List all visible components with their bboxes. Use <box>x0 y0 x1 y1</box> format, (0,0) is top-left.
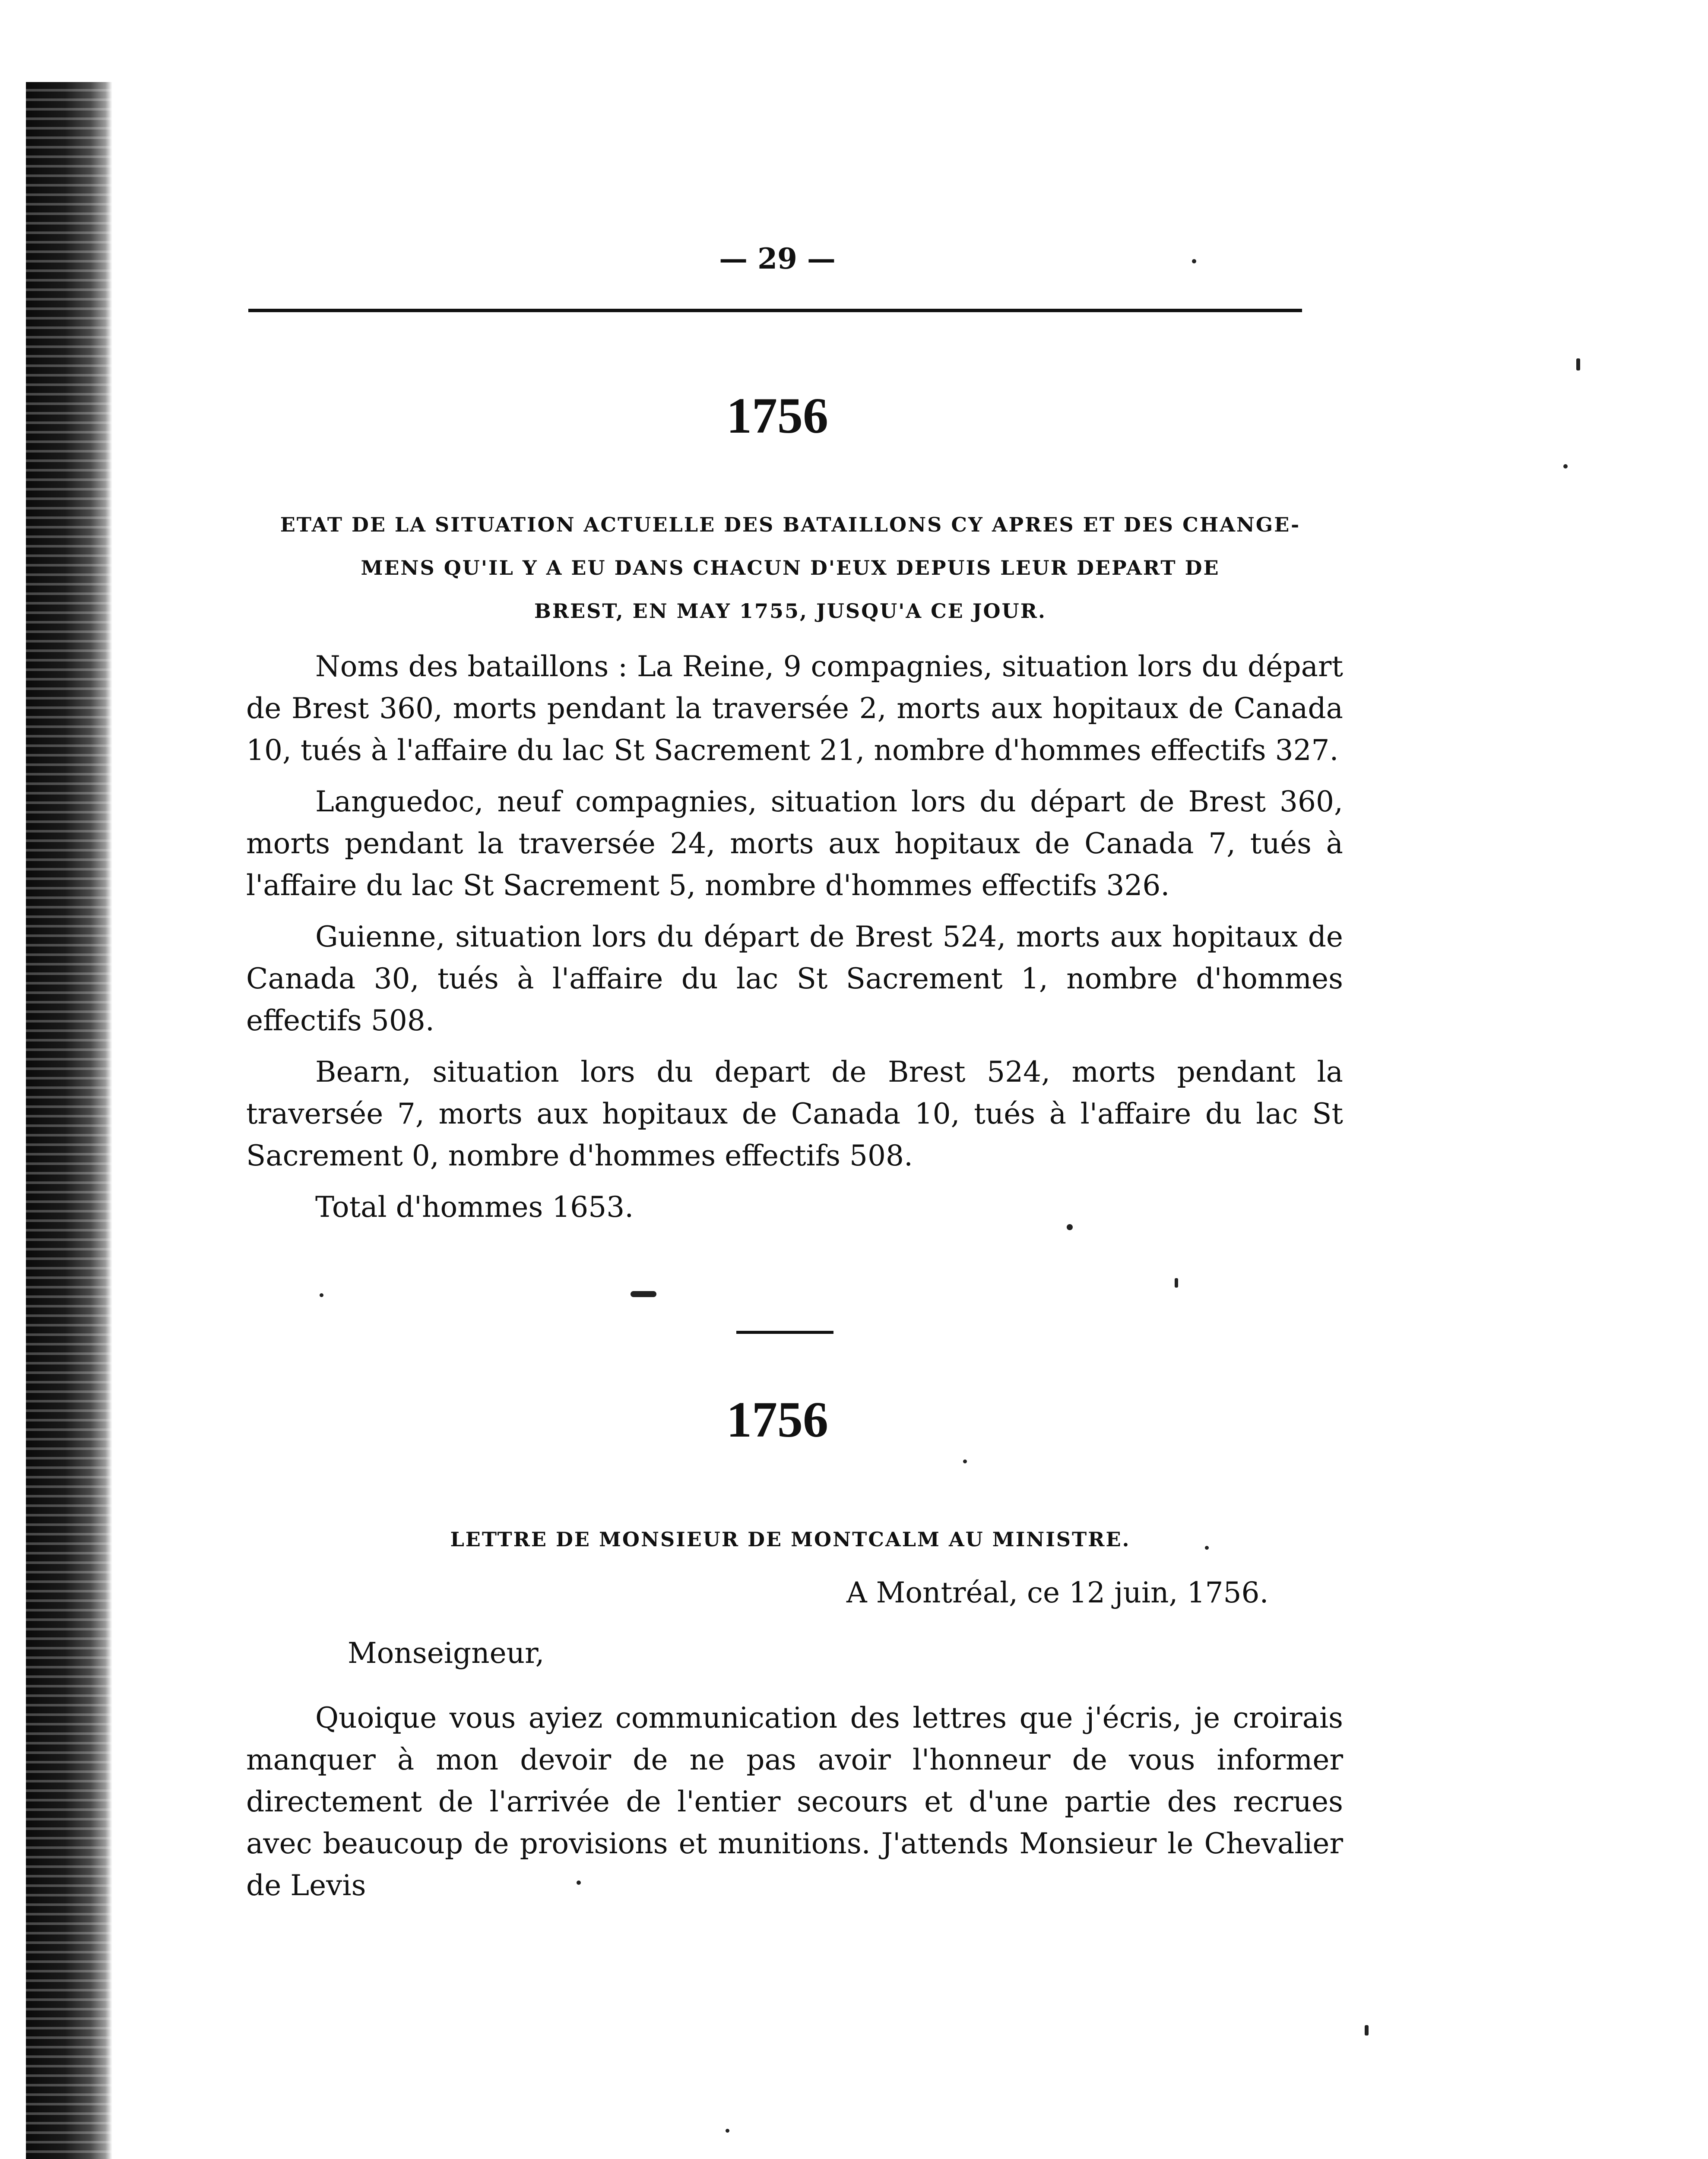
scan-speck <box>1175 1278 1178 1288</box>
letter-dateline: A Montréal, ce 12 juin, 1756. <box>846 1576 1269 1609</box>
page-number: — 29 — <box>719 242 836 275</box>
section-2-title: LETTRE DE MONSIEUR DE MONTCALM AU MINISTRE. <box>450 1528 1131 1551</box>
section-2-year: 1756 <box>726 1391 828 1448</box>
paragraph-languedoc: Languedoc, neuf compagnies, situation lors du départ de Brest 360, morts pendant la traversée 24, morts aux hopitaux de Canada 7, tués à l'affaire du lac St Sacrement 5, nombre d'hommes effectifs 326. <box>246 785 1343 902</box>
scan-speck <box>1365 2025 1369 2036</box>
scan-speck <box>1067 1224 1073 1230</box>
paragraph-la-reine: Noms des bataillons : La Reine, 9 compagnies, situation lors du départ de Brest 360, morts pendant la traversée 2, morts aux hopitaux de Canada 10, tués à l'affaire du lac St Sacrement 21, nombre d'hommes effectifs 327. <box>246 650 1343 767</box>
scan-speck <box>1576 358 1580 370</box>
scan-speck <box>320 1293 323 1297</box>
paragraph-total: Total d'hommes 1653. <box>315 1190 634 1224</box>
scan-speck <box>1192 259 1196 263</box>
section-1-year: 1756 <box>726 387 828 444</box>
paragraph-bearn: Bearn, situation lors du depart de Brest 524, morts pendant la traversée 7, morts aux hopitaux de Canada 10, tués à l'affaire du lac St Sacrement 0, nombre d'hommes effectifs 508. <box>246 1055 1343 1172</box>
scan-speck <box>631 1291 656 1297</box>
section-1-body <box>246 646 1343 1238</box>
scan-speck <box>1563 464 1568 469</box>
letter-paragraph: Quoique vous ayiez communication des lettres que j'écris, je croirais manquer à mon devoir de ne pas avoir l'honneur de vous informer directement de l'arrivée de l'entier secours et d'une partie des recrues avec beaucoup de provisions et munitions. J'attends Monsieur le Chevalier de Levis <box>246 1701 1343 1902</box>
section-1-title-line: BREST, EN MAY 1755, JUSQU'A CE JOUR. <box>534 599 1046 623</box>
section-1-title-line: MENS QU'IL Y A EU DANS CHACUN D'EUX DEPUIS LEUR DEPART DE <box>361 556 1220 579</box>
scan-speck <box>577 1880 581 1885</box>
section-2-body <box>246 1697 1343 1916</box>
scan-speck <box>963 1459 967 1463</box>
section-divider <box>736 1331 833 1334</box>
paragraph-guienne: Guienne, situation lors du départ de Brest 524, morts aux hopitaux de Canada 30, tués à l'affaire du lac St Sacrement 1, nombre d'hommes effectifs 508. <box>246 920 1343 1037</box>
section-1-title-line: ETAT DE LA SITUATION ACTUELLE DES BATAILLONS CY APRES ET DES CHANGE- <box>280 513 1301 536</box>
header-rule <box>248 309 1302 312</box>
section-1-title <box>242 503 1339 633</box>
scan-speck <box>1205 1546 1209 1550</box>
letter-salutation: Monseigneur, <box>348 1637 545 1670</box>
scan-speck <box>726 2129 729 2133</box>
